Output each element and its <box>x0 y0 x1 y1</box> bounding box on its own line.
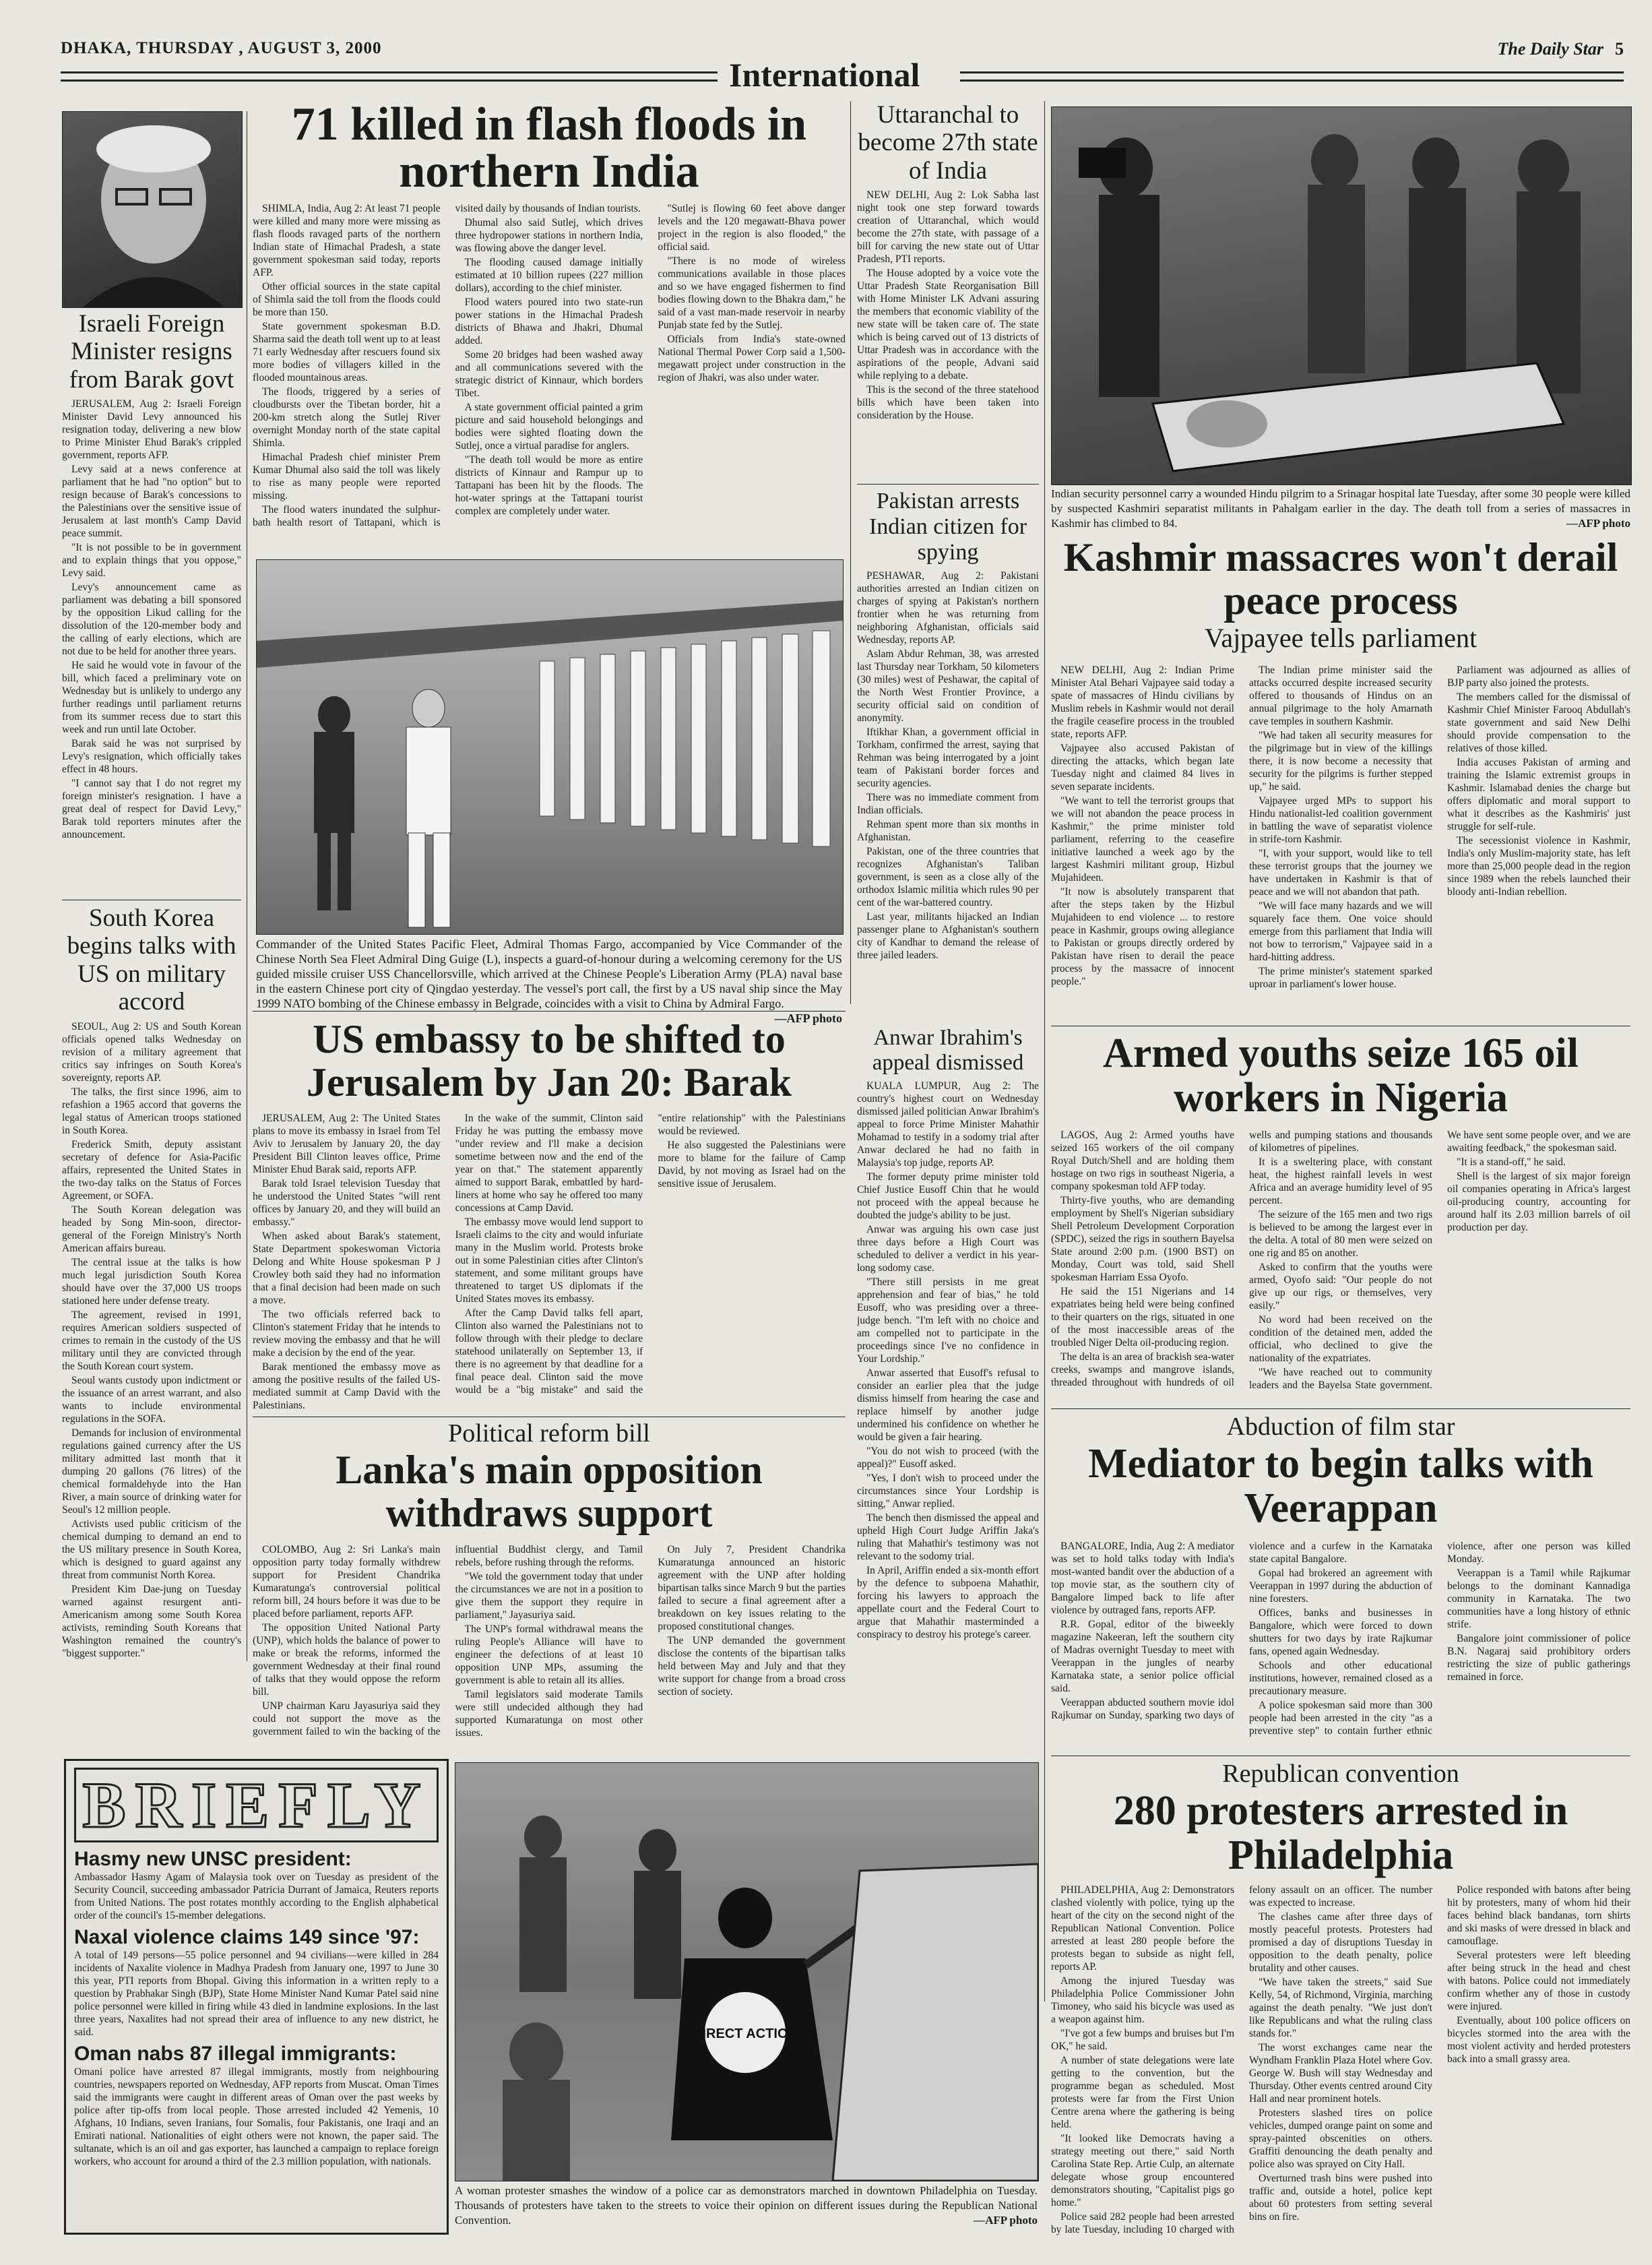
briefly-item-text: A total of 149 persons—55 police personnel and 94 civilians—were killed in 284 incidents of Naxalite violence in Madhya Pradesh from January one, 1997 to June 30 this year, PTI reports from Bhopal. Giving this information in a written reply to a question by Prabhakar Singh (BJP), State Home Minister Nand Kumar Patel said nine police personnel were killed in firing while 43 died in landmine explosions. In the last three years, Naxalites had not spread their area of influence to any new district, he said. <box>74 1950 439 2038</box>
article-paragraph: Activists used public criticism of the chemical dumping to demand an end to the US military presence in South Korea, which is designed to guard against any threat from communist North Korea. <box>62 1518 241 1581</box>
navy-caption <box>256 937 842 1025</box>
anwar-body <box>857 1080 1039 1642</box>
kashmir-subhead: Vajpayee tells parliament <box>1204 623 1478 653</box>
article-paragraph: Rehman spent more than six months in Afghanistan. <box>857 819 1039 844</box>
article-paragraph: "Yes, I don't wish to proceed under the circumstances since Your Lordship is sitting," Anwar replied. <box>857 1472 1039 1510</box>
briefly-item <box>74 1926 439 2039</box>
article-paragraph: The UNP demanded the government disclose the contents of the bipartisan talks held between May and July and that they write support for change from a broad cross section of society. <box>658 1635 846 1698</box>
article-paragraph: "We want to tell the terrorist groups that we will not abandon the peace process in Kashmir," the prime minister told parliament, referring to the ceasefire initiative launched a week ago by the largest Kashmiri militant group, Hizbul Mujahideen. <box>1051 795 1234 883</box>
embassy-body <box>253 1112 846 1412</box>
article-paragraph: It is a sweltering place, with constant heat, the highest rainfall levels in west Africa and an average humidity level of 95 percent. <box>1249 1156 1432 1206</box>
veerappan-headline: Mediator to begin talks with Veerappan <box>1088 1441 1593 1531</box>
article-paragraph: India accuses Pakistan of arming and training the Islamic extremist groups in Kashmir. Islamabad denies the charge but offers diplomatic and moral support to what it describes as the Kashmiris' just struggle for self-rule. <box>1447 757 1630 832</box>
veerappan-article <box>1051 1412 1630 1752</box>
article-paragraph: The embassy move would lend support to Israeli claims to the city and would infuriate many in the Muslim world. Protests broke out in some Palestinian cities after Clinton's statement, and some militant groups have threatened to target US diplomats if the United States moves its embassy. <box>455 1216 643 1305</box>
article-paragraph: Barak mentioned the embassy move as among the positive results of the failed US-mediated summit at Camp David with the Palestinians. <box>253 1361 441 1411</box>
kashmir-headline: Kashmir massacres won't derail peace process <box>1063 535 1618 623</box>
article-paragraph: In the wake of the summit, Clinton said Friday he was putting the embassy move "under review and I'll make a decision sometime between now and the end of the year on that." The statement apparently aimed to support Barak, embattled by hard-liners at home who say he offered too many concessions at Camp David. <box>455 1113 643 1214</box>
article-paragraph: Thirty-five youths, who are demanding employment by Shell's Nigerian subsidiary Shell Petroleum Development Corporation (SPDC), seized the rigs in southern Bayelsa State around 2:00 p.m. (1900 BST) on Monday, Court was told, said Shell spokesman Harriam Essa Oyofo. <box>1051 1195 1234 1283</box>
article-paragraph: This is the second of the three statehood bills which have been taken into consideration by the House. <box>857 384 1039 422</box>
article-paragraph: "We will face many hazards and we will squarely face them. One voice should emerge from this parliament that India will not bow to terrorism," Vajpayee said in a hard-hitting address. <box>1249 900 1432 963</box>
israel-body <box>62 398 241 842</box>
briefly-item-title: Hasmy new UNSC president: <box>74 1848 352 1870</box>
article-paragraph: President Kim Dae-jung on Tuesday warned against resurgent anti-Americanism among some South Korea activists, reminding South Koreans that Washington remained the country's "biggest supporter." <box>62 1583 241 1659</box>
divider <box>253 1011 846 1012</box>
article-paragraph: Barak told Israel television Tuesday that he understood the United States "will rent offices by January 20, and they will build an embassy." <box>253 1178 441 1228</box>
article-paragraph: The bench then dismissed the appeal and upheld High Court Judge Ariffin Jaka's ruling that Mahathir's testimony was not relevant to the sodomy trial. <box>857 1512 1039 1562</box>
article-paragraph: Iftikhar Khan, a government official in Torkham, confirmed the arrest, saying that Rehman was being interrogated by a joint team of Pakistani border forces and security agencies. <box>857 726 1039 790</box>
article-paragraph: Frederick Smith, deputy assistant secretary of defence for Asia-Pacific affairs, represented the United States in the two-day talks on the Status of Forces Agreement, or SOFA. <box>62 1138 241 1202</box>
article-paragraph: The flooding caused damage initially estimated at 10 billion rupees (227 million dollars), according to the chief minister. <box>455 257 643 294</box>
article-paragraph: "Sutlej is flowing 60 feet above danger levels and the 120 megawatt-Bhava power project in the region is also flooded," the official said. <box>658 203 846 253</box>
article-paragraph: Demands for inclusion of environmental regulations gained currency after the US military admitted last month that it dumping 20 gallons (76 litres) of the chemical formaldehyde into the Han River, a main source of drinking water for Seoul's 12 million people. <box>62 1427 241 1516</box>
article-paragraph: Eventually, about 100 police officers on bicycles stormed into the area with the most violent activity and herded protesters back into a small grassy area. <box>1447 2015 1630 2065</box>
article-paragraph: Levy's announcement came as parliament was debating a bill sponsored by the opposition Likud calling for the dissolution of the 120-member body and the calling of early elections, which are not due to be held for another three years. <box>62 582 241 658</box>
article-paragraph: A number of state delegations were late getting to the convention, but the programme began as scheduled. Most protests were far from the First Union Centre arena where the gathering is being held. <box>1051 2055 1234 2130</box>
article-paragraph: Police responded with batons after being hit by protesters, many of whom hid their faces behind black bandanas, torn shirts and ski masks of were dressed in black and camouflage. <box>1447 1884 1630 1947</box>
article-paragraph: Himachal Pradesh chief minister Prem Kumar Dhumal also said the toll was likely to rise as many people were reported missing. <box>253 452 441 501</box>
article-paragraph: Vajpayee also accused Pakistan of directing the attacks, which began late Tuesday night and claimed 84 lives in seven separate incidents. <box>1051 743 1234 793</box>
article-paragraph: Offices, banks and businesses in Bangalore, which were forced to down shutters for two days by irate Rajkumar fans, opened again Wednesday. <box>1249 1607 1432 1657</box>
article-paragraph: Anwar asserted that Eusoff's refusal to consider an earlier plea that the judge dismiss himself from hearing the case and replace himself by another judge undermined his confidence on whether he would be given a fair hearing. <box>857 1367 1039 1443</box>
article-paragraph: Other official sources in the state capital of Shimla said the toll from the floods could be more than 150. <box>253 281 441 318</box>
divider <box>1051 1408 1630 1409</box>
article-paragraph: The House adopted by a voice vote the Uttar Pradesh State Reorganisation Bill with Home Minister LK Advani assuring the members that economic viability of the new state will be taken care of. The state which is being carved out of 13 districts of Uttar Pradesh was in accordance with the aspirations of the people, Advani said while replying to a debate. <box>857 268 1039 382</box>
article-paragraph: Veerappan is a Tamil while Rajkumar belongs to the dominant Kannadiga community in Karnataka. The two communities have a long history of ethnic strife. <box>1447 1568 1630 1630</box>
article-paragraph: "There still persists in me great apprehension and fear of bias," he told Eusoff, who was presiding over a three-judge bench. "I'm left with no choice and am compelled not to participate in the proceedings since I've no confidence in Your Lordship." <box>857 1276 1039 1365</box>
article-paragraph: The two officials referred back to Clinton's statement Friday that he intends to review moving the embassy and that he will make a decision by the end of the year. <box>253 1309 441 1359</box>
article-paragraph: The former deputy prime minister told Chief Justice Eusoff Chin that he would not proceed with the appeal because he doubted the judge's ability to be just. <box>857 1171 1039 1221</box>
section-rule-left <box>61 71 718 82</box>
article-paragraph: JERUSALEM, Aug 2: Israeli Foreign Minister David Levy announced his resignation today, delivering a new blow to Prime Minister Ehud Barak's crippled government, reports AFP. <box>62 398 241 462</box>
article-paragraph: "We have reached out to community leaders and the Bayelsa State government. We have sent some people over, and we are awaiting feedback," the spokesman said. <box>1249 1129 1630 1391</box>
lanka-body <box>253 1543 846 1745</box>
article-paragraph: The prime minister's statement sparked uproar in parliament's lower house. <box>1249 966 1432 990</box>
israel-article <box>62 310 241 896</box>
article-paragraph: Last year, militants hijacked an Indian passenger plane to Afghanistan's southern city of Kandhar to demand the release of three jailed leaders. <box>857 911 1039 962</box>
nigeria-headline: Armed youths seize 165 oil workers in Nigeria <box>1102 1030 1579 1121</box>
philly-caption <box>455 2183 1038 2237</box>
kashmir-article <box>1051 536 1630 1024</box>
article-paragraph: The central issue at the talks is how much legal jurisdiction South Korea should have over the 37,000 US troops stationed here under defense treaty. <box>62 1256 241 1307</box>
article-paragraph: A state government official painted a grim picture and said household belongings and bodies were sighted floating down the Sutlej, once a virtual paradise for anglers. <box>455 402 643 452</box>
shirt-text: DIRECT ACTION <box>693 2026 798 2041</box>
briefly-box <box>64 1759 449 2235</box>
article-paragraph: "It is a stand-off," he said. <box>1457 1156 1566 1168</box>
page-number: 5 <box>1615 39 1624 59</box>
pakistan-article <box>857 489 1039 1018</box>
uttaranchal-article <box>857 101 1039 478</box>
article-paragraph: A police spokesman said more than 300 people had been arrested in the city "as a preventive step" to contain further ethnic violence, after one person was killed Monday. <box>1249 1541 1630 1737</box>
article-paragraph: The clashes came after three days of mostly peaceful protests. Protesters had promised a day of disruptions Tuesday in opposition to the death penalty, police brutality and other causes. <box>1249 1911 1432 1974</box>
india-article <box>253 98 846 539</box>
article-paragraph: The members called for the dismissal of Kashmir Chief Minister Farooq Abdullah's state government and said New Delhi should provide compensation to the relatives of those killed. <box>1447 691 1630 754</box>
article-paragraph: Pakistan, one of the three countries that recognizes Afghanistan's Taliban government, is seen as a close ally of the orthodox Islamic militia which rules 90 per cent of the war-battered country. <box>857 846 1039 909</box>
article-paragraph: The floods, triggered by a series of cloudbursts over the Tibetan border, hit a 200-km stretch along the Sutlej River overnight Monday north of the state capital Shimla. <box>253 386 441 449</box>
kashmir-caption-text: Indian security personnel carry a wounded Hindu pilgrim to a Srinagar hospital late Tuesday, after some 30 people were killed by suspected Kashmiri separatist militants in Pahalgam earlier in the day. The death toll from a series of massacres in Kashmir has climbed to 84. <box>1051 487 1630 530</box>
briefly-item <box>74 2043 439 2168</box>
lanka-headline: Lanka's main opposition withdraws support <box>336 1448 763 1535</box>
india-headline: 71 killed in flash floods in northern India <box>291 98 807 197</box>
article-paragraph: "It now is absolutely transparent that after the steps taken by the Hizbul Mujahideen to end violence ... to restore peace in Kashmir, groups owing allegiance to Pakistan or groups directly ordered by Pakistan have risen to derail the peace process by the massacre of innocent people." <box>1051 886 1234 987</box>
article-paragraph: The opposition United National Party (UNP), which holds the balance of power to make or break the reforms, informed the government Wednesday at their final round of talks that they would oppose the reform bill. <box>253 1622 441 1698</box>
article-paragraph: Flood waters poured into two state-run power stations in the Himachal Pradesh districts of Bhawa and Jhakri, Dhumal added. <box>455 297 643 346</box>
article-paragraph: Police said 282 people had been arrested by late Tuesday, including 10 charged with felony assault on an officer. The number was expected to increase. <box>1051 1884 1432 2235</box>
article-paragraph: No word had been received on the condition of the detained men, added the official, who declined to give the nationality of the expatriates. <box>1249 1314 1432 1364</box>
article-paragraph: Veerappan abducted southern movie idol Rajkumar on Sunday, sparking two days of violence and a curfew in the Karnataka state capital Bangalore. <box>1051 1541 1432 1721</box>
article-paragraph: The flood waters inundated the sulphur-bath health resort of Tattapani, which is visited daily by thousands of Indian tourists. <box>253 203 641 528</box>
briefly-item-text: Ambassador Hasmy Agam of Malaysia took over on Tuesday as president of the Security Council, succeeding ambassador Patricia Durrant of Jamaica, Reuters reports from United Nations. The post rotates monthly according to the English alphabetical order of the council's 15-member delegations. <box>74 1871 439 1921</box>
article-paragraph: The Indian prime minister said the attacks occurred despite increased security offered to thousands of Hindus on an annual pilgrimage to the holy Amarnath cave temples in southern Kashmir. <box>1249 664 1432 727</box>
article-paragraph: The secessionist violence in Kashmir, India's only Muslim-majority state, has left more than 25,000 people dead in the region since 1989 when the rebels launched their bloody anti-Indian rebellion. <box>1447 835 1630 898</box>
divider <box>1044 101 1045 2002</box>
article-paragraph: "I, with your support, would like to tell these terrorist groups that the journey we have undertaken in Kashmir is that of peace and we will not abandon that path. <box>1249 848 1432 898</box>
article-paragraph: The worst exchanges came near the Wyndham Franklin Plaza Hotel where Gov. George W. Bush will stay Wednesday and Thursday. Other events centred around City Hall and near prominent hotels. <box>1249 2042 1432 2105</box>
briefly-item-text: Omani police have arrested 87 illegal immigrants, mostly from neighbouring countries, newspapers reported on Wednesday, AFP reports from Muscat. Oman Times said the immigrants were caught in different areas of Oman over the past weeks by police after tip-offs from local people. Those arrested included 42 Yemenis, 10 Afghans, 10 Indians, seven Iranians, four Somalis, four Pakistanis, one Iraqi and an Emirati national. Nationalities of eight others were not known, the paper said. The sultanate, which is an oil and gas exporter, has launched a campaign to replace foreign workers, who account for around a third of the 2.3 million population, with nationals. <box>74 2066 439 2167</box>
paper-name: The Daily Star <box>1497 39 1603 59</box>
article-paragraph: Aslam Abdur Rehman, 38, was arrested last Thursday near Torkham, 50 kilometers (30 miles) west of Peshawar, the capital of the North West Frontier Province, a security official said on condition of anonymity. <box>857 648 1039 724</box>
korea-headline: South Korea begins talks with US on military accord <box>67 904 236 1016</box>
dateline: DHAKA, THURSDAY , AUGUST 3, 2000 <box>61 39 382 57</box>
philly-caption-text: A woman protester smashes the window of a police car as demonstrators marched in downtown Philadelphia on Tuesday. Thousands of protesters have taken to the streets to voice their opinion on different issues during the Republican National Convention. <box>455 2184 1038 2227</box>
article-paragraph: When asked about Barak's statement, State Department spokeswoman Victoria Delong and White House spokesman P J Crowley both said they had no information that a final decision had been made on such a move. <box>253 1231 441 1306</box>
lanka-kicker: Political reform bill <box>448 1419 650 1448</box>
kashmir-body <box>1051 664 1630 1014</box>
section-title: International <box>729 56 920 94</box>
uttaranchal-headline: Uttaranchal to become 27th state of India <box>858 101 1038 185</box>
embassy-article <box>253 1018 846 1415</box>
article-paragraph: SEOUL, Aug 2: US and South Korean officials opened talks Wednesday on revision of a military agreement that critics say infringes on South Korea's sovereignty, reports AP. <box>62 1020 241 1084</box>
photo-credit: —AFP photo <box>974 2214 1038 2227</box>
article-paragraph: The talks, the first since 1996, aim to refashion a 1965 accord that governs the legal status of American troops stationed in South Korea. <box>62 1086 241 1136</box>
article-paragraph: Anwar was arguing his own case just three days before a High Court was scheduled to deliver a verdict in his year-long sodomy case. <box>857 1223 1039 1274</box>
philly-body <box>1051 1884 1630 2241</box>
article-paragraph: KUALA LUMPUR, Aug 2: The country's highest court on Wednesday dismissed jailed politician Anwar Ibrahim's appeal to force Prime Minister Mahathir Mohamad to testify in a sodomy trial after Anwar declared he had no faith in Malaysia's top judge, reports AP. <box>857 1080 1039 1169</box>
korea-body <box>62 1020 241 1659</box>
article-paragraph: In April, Ariffin ended a six-month effort by the defence to subpoena Mahathir, forcing his lawyers to approach the appellate court and the Federal Court to argue that Mahathir masterminded a conspiracy to destroy his protege's career. <box>857 1564 1039 1640</box>
article-paragraph: Several protesters were left bleeding after being struck in the head and chest with batons. Police could not immediately confirm whether any of those in custody were injured. <box>1447 1950 1630 2012</box>
article-paragraph: The South Korean delegation was headed by Song Min-soon, director-general of the Foreign Ministry's North American affairs bureau. <box>62 1204 241 1254</box>
article-paragraph: "We told the government today that under the circumstances we are not in a position to give them the support they require in parliament," Jayasuriya said. <box>455 1571 643 1621</box>
briefly-item-title: Oman nabs 87 illegal immigrants: <box>74 2043 397 2065</box>
article-paragraph: Shell is the largest of six major foreign oil companies operating in Africa's largest oil-producing country, accounting for around half its 2.03 million barrels of oil production per day. <box>1447 1171 1630 1233</box>
philly-headline: 280 protesters arrested in Philadelphia <box>1113 1788 1568 1878</box>
article-paragraph: After the Camp David talks fell apart, Clinton also warned the Palestinians not to follow through with their pledge to declare statehood unilaterally on September 13, if there is no agreement by that deadline for a final peace deal. Clinton said the move would be a "big mistake" and said the "entire relationship" with the Palestinians would be reviewed. <box>455 1113 846 1396</box>
article-paragraph: Protesters slashed tires on police vehicles, dumped orange paint on some and spray-painted obscenities on others. Graffiti denouncing the death penalty and police also was sprayed on City Hall. <box>1249 2107 1432 2170</box>
article-paragraph: "It looked like Democrats having a strategy meeting out there," said North Carolina State Rep. Artie Culp, an alternate delegate whose group encountered demonstrators shouting, "Capitalist pigs go home." <box>1051 2133 1234 2208</box>
veerappan-body <box>1051 1540 1630 1745</box>
article-paragraph: The agreement, revised in 1991, requires American soldiers suspected of crimes to remain in the custody of the US military until they are convicted through the South Korean court system. <box>62 1309 241 1372</box>
article-paragraph: Asked to confirm that the youths were armed, Oyofo said: "Our people do not give up our rigs, or themselves, very easily." <box>1249 1262 1432 1311</box>
article-paragraph: State government spokesman B.D. Sharma said the death toll went up to at least 71 early Wednesday after rescuers found six more bodies of villagers killed in the flooded mountainous areas. <box>253 321 441 383</box>
article-paragraph: Some 20 bridges had been washed away and all communications severed with the strategic district of Kinnaur, which borders Tibet. <box>455 349 643 399</box>
nigeria-body <box>1051 1129 1630 1402</box>
article-paragraph: Tamil legislators said moderate Tamils were still undecided although they had supported Kumaratunga on most other issues. <box>455 1689 643 1739</box>
levy-portrait <box>62 111 243 308</box>
article-paragraph: "I cannot say that I do not regret my foreign minister's resignation. I have a great deal of respect for David Levy," Barak told reporters minutes after the announcement. <box>62 778 241 841</box>
uttaranchal-body <box>857 189 1039 423</box>
kashmir-photo <box>1051 106 1632 485</box>
article-paragraph: Parliament was adjourned as allies of BJP party also joined the protests. <box>1447 664 1630 689</box>
article-paragraph: The seizure of the 165 men and two rigs is believed to be among the largest ever in the delta. A total of 80 men were seized on one rig and 85 on another. <box>1249 1209 1432 1259</box>
article-paragraph: SHIMLA, India, Aug 2: At least 71 people were killed and many more were missing as flash floods ravaged parts of the northern Indian state of Himachal Pradesh, a state government spokesman said today, reports AFP. <box>253 203 441 278</box>
section-rule-right <box>960 71 1624 82</box>
embassy-headline: US embassy to be shifted to Jerusalem by Jan 20: Barak <box>307 1017 792 1105</box>
navy-photo <box>256 559 844 935</box>
article-paragraph: He said the 151 Nigerians and 14 expatriates being held were being confined to their quarters on the rigs, situated in one of the most inaccessible areas of the troubled Niger Delta oil-producing region. <box>1051 1286 1234 1348</box>
article-paragraph: NEW DELHI, Aug 2: Indian Prime Minister Atal Behari Vajpayee said today a spate of massacres of Hindu civilians by Muslim rebels in Kashmir would not derail the fragile ceasefire process in the troubled state, reports AFP. <box>1051 664 1234 740</box>
article-paragraph: Bangalore joint commissioner of police B.N. Nagaraj said prohibitory orders restricting the size of public gatherings remained in force. <box>1447 1633 1630 1683</box>
lanka-article <box>253 1419 846 1749</box>
article-paragraph: On July 7, President Chandrika Kumaratunga announced an historic agreement with the UNP after holding bipartisan talks since March 9 but the parties failed to secure a final agreement after a breakdown on key issues relating to the proposed constitutional changes. <box>658 1544 846 1632</box>
divider <box>857 484 1039 485</box>
briefly-items <box>66 1848 447 2168</box>
briefly-banner: BRIEFLY <box>74 1768 439 1842</box>
article-paragraph: "We have taken the streets," said Sue Kelly, 54, of Richmond, Virginia, marching against the death penalty. "We just don't like Republicans and what the ruling class stands for." <box>1249 1977 1432 2039</box>
philly-photo <box>455 1762 1039 2181</box>
article-paragraph: BANGALORE, India, Aug 2: A mediator was set to hold talks today with India's most-wanted bandit over the abduction of a top movie star, as the southern city of Bangalore limped back to life after violence by outraged fans, reports AFP. <box>1051 1541 1234 1616</box>
article-paragraph: He said he would vote in favour of the bill, which faced a preliminary vote on Wednesday but is unlikely to undergo any further readings until parliament returns from its summer recess due to start this week and run until late October. <box>62 660 241 736</box>
briefly-item-title: Naxal violence claims 149 since '97: <box>74 1926 420 1948</box>
article-paragraph: Gopal had brokered an agreement with Veerappan in 1997 during the abduction of nine foresters. <box>1249 1568 1432 1605</box>
korea-article <box>62 904 241 1659</box>
article-paragraph: UNP chairman Karu Jayasuriya said they could not support the move as the government failed to win the backing of the influential Buddhist clergy, and Tamil rebels, before rushing through the reforms. <box>253 1544 643 1737</box>
pakistan-body <box>857 569 1039 963</box>
israel-headline: Israeli Foreign Minister resigns from Barak govt <box>69 310 234 394</box>
article-paragraph: Vajpayee urged MPs to support his Hindu nationalist-led coalition government in battling the wave of separatist violence in strife-torn Kashmir. <box>1249 795 1432 845</box>
photo-credit: —AFP photo <box>774 1012 842 1025</box>
nigeria-article <box>1051 1031 1630 1405</box>
philly-article <box>1051 1759 1630 2244</box>
divider <box>850 101 851 1004</box>
article-paragraph: "You do not wish to proceed (with the appeal)?" Eusoff asked. <box>857 1445 1039 1470</box>
article-paragraph: NEW DELHI, Aug 2: Lok Sabha last night took one step forward towards creation of Uttaranchal, which would become the 27th state, with passage of a bill for carving the new state out of Uttar Pradesh, PTI reports. <box>857 189 1039 266</box>
article-paragraph: "There is no mode of wireless communications available in those places and so we have engaged fishermen to find bodies flowing down to the Bhakra dam," he said of a vast man-made reservoir in nearby Punjab state fed by the Sutlej. <box>658 255 846 331</box>
article-paragraph: PHILADELPHIA, Aug 2: Demonstrators clashed violently with police, tying up the heart of the city on the second night of the Republican National Convention. Police arrested at least 280 people before the protests began to subside as night fell, reports AP. <box>1051 1884 1234 1973</box>
article-paragraph: "I've got a few bumps and bruises but I'm OK," he said. <box>1051 2028 1234 2052</box>
article-paragraph: The delta is an area of brackish sea-water creeks, swamps and mangrove islands, threaded throughout with hundreds of oil wells and pumping stations and thousands of kilometres of pipelines. <box>1051 1129 1432 1388</box>
article-paragraph: There was no immediate comment from Indian officials. <box>857 792 1039 817</box>
article-paragraph: Officials from India's state-owned National Thermal Power Corp said a 1,500-megawatt project under construction in the region of Jhakri, was also under water. <box>658 334 846 383</box>
pakistan-headline: Pakistan arrests Indian citizen for spying <box>868 489 1027 565</box>
philly-kicker: Republican convention <box>1222 1760 1459 1788</box>
article-paragraph: "It is not possible to be in government and to explain things that you oppose," Levy said. <box>62 542 241 580</box>
article-paragraph: Among the injured Tuesday was Philadelphia Police Commissioner John Timoney, who said his bicycle was used as a weapon against him. <box>1051 1975 1234 2025</box>
article-paragraph: R.R. Gopal, editor of the biweekly magazine Nakeeran, left the southern city of Madras overnight Tuesday to meet with Veerappan in the jungles of nearby Karnataka state, a senior police official said. <box>1051 1619 1234 1694</box>
india-body <box>253 202 846 539</box>
article-paragraph: JERUSALEM, Aug 2: The United States plans to move its embassy in Israel from Tel Aviv to Jerusalem by January 20, the day President Bill Clinton leaves office, Prime Minister Ehud Barak said, reports AFP. <box>253 1113 441 1175</box>
article-paragraph: PESHAWAR, Aug 2: Pakistani authorities arrested an Indian citizen on charges of spying at Pakistan's northern frontier when he was returning from neighboring Afghanistan, officials said Wednesday, reports AP. <box>857 570 1039 646</box>
article-paragraph: Seoul wants custody upon indictment or the issuance of an arrest warrant, and also wants to include environmental regulations in the SOFA. <box>62 1374 241 1425</box>
masthead <box>61 32 1624 94</box>
photo-credit: —AFP photo <box>1566 517 1630 530</box>
article-paragraph: Levy said at a news conference at parliament that he had "no option" but to resign because of Barak's concessions to the Palestinians over the sensitive issue of Jerusalem at last month's Camp David peace summit. <box>62 464 241 540</box>
article-paragraph: The UNP's formal withdrawal means the ruling People's Alliance will have to engineer the defections of at least 10 opposition UNP MPs, assuming the government is able to retain all its allies. <box>455 1623 643 1686</box>
navy-caption-text: Commander of the United States Pacific Fleet, Admiral Thomas Fargo, accompanied by Vice Commander of the Chinese North Sea Fleet Admiral Ding Guige (L), inspects a guard-of-honour during a welcoming ceremony for the US guided missile cruiser USS Chancellorsville, which arrived at the Chinese People's Liberation Army (PLA) naval base in the eastern Chinese port city of Qingdao yesterday. The vessel's port call, the first by a US naval ship since the May 1999 NATO bombing of the Chinese embassy in Belgrade, coincides with a visit to China by Admiral Fargo. <box>256 937 842 1010</box>
article-paragraph: Overturned trash bins were pushed into traffic and, outside a hotel, police kept about 60 protesters from setting several bins on fire. <box>1249 2173 1432 2223</box>
anwar-headline: Anwar Ibrahim's appeal dismissed <box>872 1026 1024 1075</box>
article-paragraph: Barak said he was not surprised by Levy's resignation, which officially takes effect in 48 hours. <box>62 738 241 776</box>
article-paragraph: "We had taken all security measures for the pilgrimage but in view of the killings there, it is now become a necessity that security for the pilgrims is further stepped up," he said. <box>1249 730 1432 793</box>
article-paragraph: Dhumal also said Sutlej, which drives three hydropower stations in northern India, was flowing above the danger level. <box>455 217 643 254</box>
article-paragraph: LAGOS, Aug 2: Armed youths have seized 165 workers of the oil company Royal Dutch/Shell and are holding them hostage on two rigs in southeast Nigeria, a company spokesman told AFP today. <box>1051 1129 1234 1192</box>
veerappan-kicker: Abduction of film star <box>1226 1413 1455 1441</box>
article-paragraph: "The death toll would be more as entire districts of Kinnaur and Rampur up to Tattapani has been hit by the floods. The hot-water springs at the Tattapani tourist complex are completely under water. <box>455 454 643 517</box>
article-paragraph: Schools and other educational institutions, however, remained closed as a precautionary measure. <box>1249 1660 1432 1697</box>
article-paragraph: COLOMBO, Aug 2: Sri Lanka's main opposition party today formally withdrew support for President Chandrika Kumaratunga's controversial political reform bill, 24 hours before it was due to be placed before parliament, reports AFP. <box>253 1544 441 1619</box>
kashmir-caption <box>1051 487 1630 535</box>
article-paragraph: He also suggested the Palestinians were more to blame for the failure of Camp David, by not moving as Israel had on the sensitive issue of Jerusalem. <box>658 1140 846 1189</box>
briefly-item <box>74 1848 439 1922</box>
